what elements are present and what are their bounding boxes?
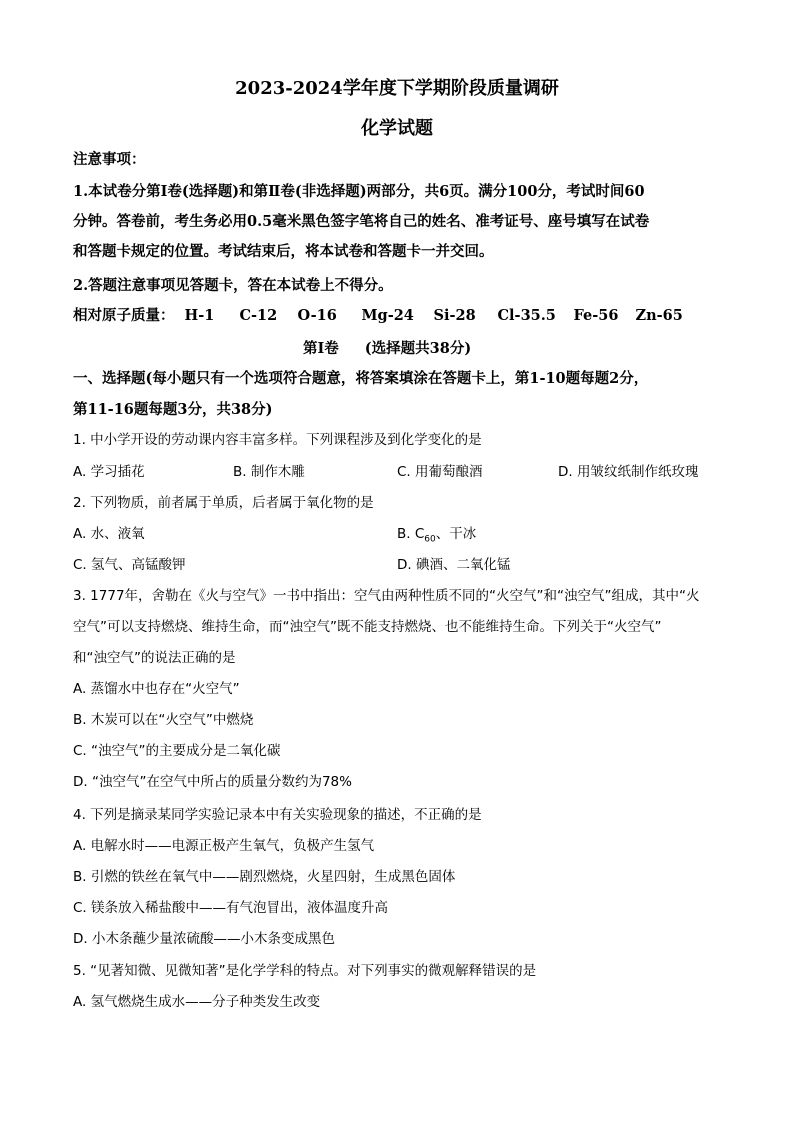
question-3-option-c: C. “浊空气”的主要成分是二氧化碳 <box>73 743 281 759</box>
question-4-option-d: D. 小木条蘸少量浓硫酸——小木条变成黑色 <box>73 931 335 947</box>
atomic-mass-label: 相对原子质量： <box>73 307 175 324</box>
question-1-option-c: C. 用葡萄酿酒 <box>397 464 483 480</box>
notice-item-1-line-3: 和答题卡规定的位置。考试结束后，将本试卷和答题卡一并交回。 <box>73 243 494 260</box>
atomic-mass-value: Zn-65 <box>635 307 683 324</box>
notice-heading: 注意事项： <box>73 151 146 168</box>
question-3-stem-line-3: 和“浊空气”的说法正确的是 <box>73 650 236 666</box>
notice-item-1-line-1: 1.本试卷分第Ⅰ卷(选择题)和第Ⅱ卷(非选择题)两部分，共6页。满分100分，考试时间60 <box>73 183 645 200</box>
question-2-option-c: C. 氢气、高锰酸钾 <box>73 557 186 573</box>
part1-heading-note: (选择题共38分) <box>364 340 472 357</box>
question-2-option-b-prefix: B. C <box>397 526 425 542</box>
section-1-instructions-line-1: 一、选择题(每小题只有一个选项符合题意，将答案填涂在答题卡上，第1-10题每题2分， <box>73 370 649 387</box>
exam-title: 2023-2024学年度下学期阶段质量调研 <box>235 78 559 99</box>
question-1-option-b: B. 制作木雕 <box>233 464 305 480</box>
question-2-option-d: D. 碘酒、二氧化锰 <box>397 557 511 573</box>
notice-item-2: 2.答题注意事项见答题卡，答在本试卷上不得分。 <box>73 277 393 294</box>
question-3-stem-line-2: 空气”可以支持燃烧、维持生命，而“浊空气”既不能支持燃烧、也不能维持生命。下列关于“火空气” <box>73 619 662 635</box>
question-5-stem: 5. “见著知微、见微知著”是化学学科的特点。对下列事实的微观解释错误的是 <box>73 963 537 979</box>
section-1-instructions-line-2: 第11-16题每题3分，共38分) <box>73 401 273 418</box>
notice-item-1-line-2: 分钟。答卷前，考生务必用0.5毫米黑色签字笔将自己的姓名、准考证号、座号填写在试卷 <box>73 213 650 230</box>
atomic-mass-value: Mg-24 <box>361 307 414 324</box>
atomic-mass-row <box>73 306 683 326</box>
question-1-stem: 1. 中小学开设的劳动课内容丰富多样。下列课程涉及到化学变化的是 <box>73 432 482 448</box>
atomic-mass-value: O-16 <box>297 307 337 324</box>
question-3-option-b: B. 木炭可以在“火空气”中燃烧 <box>73 712 254 728</box>
part1-heading <box>303 339 471 359</box>
question-1-option-d: D. 用皱纹纸制作纸玫瑰 <box>558 464 699 480</box>
question-2-option-b-suffix: 、干冰 <box>435 526 477 542</box>
question-3-stem-line-1: 3. 1777年，舍勒在《火与空气》一书中指出：空气由两种性质不同的“火空气”和“浊空气”组成，其中“火 <box>73 588 700 604</box>
exam-subtitle: 化学试题 <box>361 118 433 139</box>
atomic-mass-value: Cl-35.5 <box>497 307 556 324</box>
question-5-option-a: A. 氢气燃烧生成水——分子种类发生改变 <box>73 994 321 1010</box>
question-4-stem: 4. 下列是摘录某同学实验记录本中有关实验现象的描述，不正确的是 <box>73 807 482 823</box>
question-3-option-d: D. “浊空气”在空气中所占的质量分数约为78% <box>73 774 352 790</box>
atomic-mass-value: H-1 <box>184 307 215 324</box>
atomic-mass-value: C-12 <box>239 307 278 324</box>
part1-heading-label: 第Ⅰ卷 <box>303 340 339 357</box>
question-1-option-a: A. 学习插花 <box>73 464 145 480</box>
atomic-mass-value: Si-28 <box>433 307 476 324</box>
question-4-option-b: B. 引燃的铁丝在氧气中——剧烈燃烧，火星四射，生成黑色固体 <box>73 869 456 885</box>
question-2-option-b-subscript: 60 <box>424 534 436 545</box>
question-2-option-b <box>397 525 476 549</box>
question-4-option-a: A. 电解水时——电源正极产生氧气，负极产生氢气 <box>73 838 375 854</box>
atomic-mass-value: Fe-56 <box>573 307 619 324</box>
question-2-stem: 2. 下列物质，前者属于单质，后者属于氧化物的是 <box>73 495 374 511</box>
question-3-option-a: A. 蒸馏水中也存在“火空气” <box>73 681 240 697</box>
question-2-option-a: A. 水、液氧 <box>73 526 145 542</box>
question-4-option-c: C. 镁条放入稀盐酸中——有气泡冒出，液体温度升高 <box>73 900 389 916</box>
